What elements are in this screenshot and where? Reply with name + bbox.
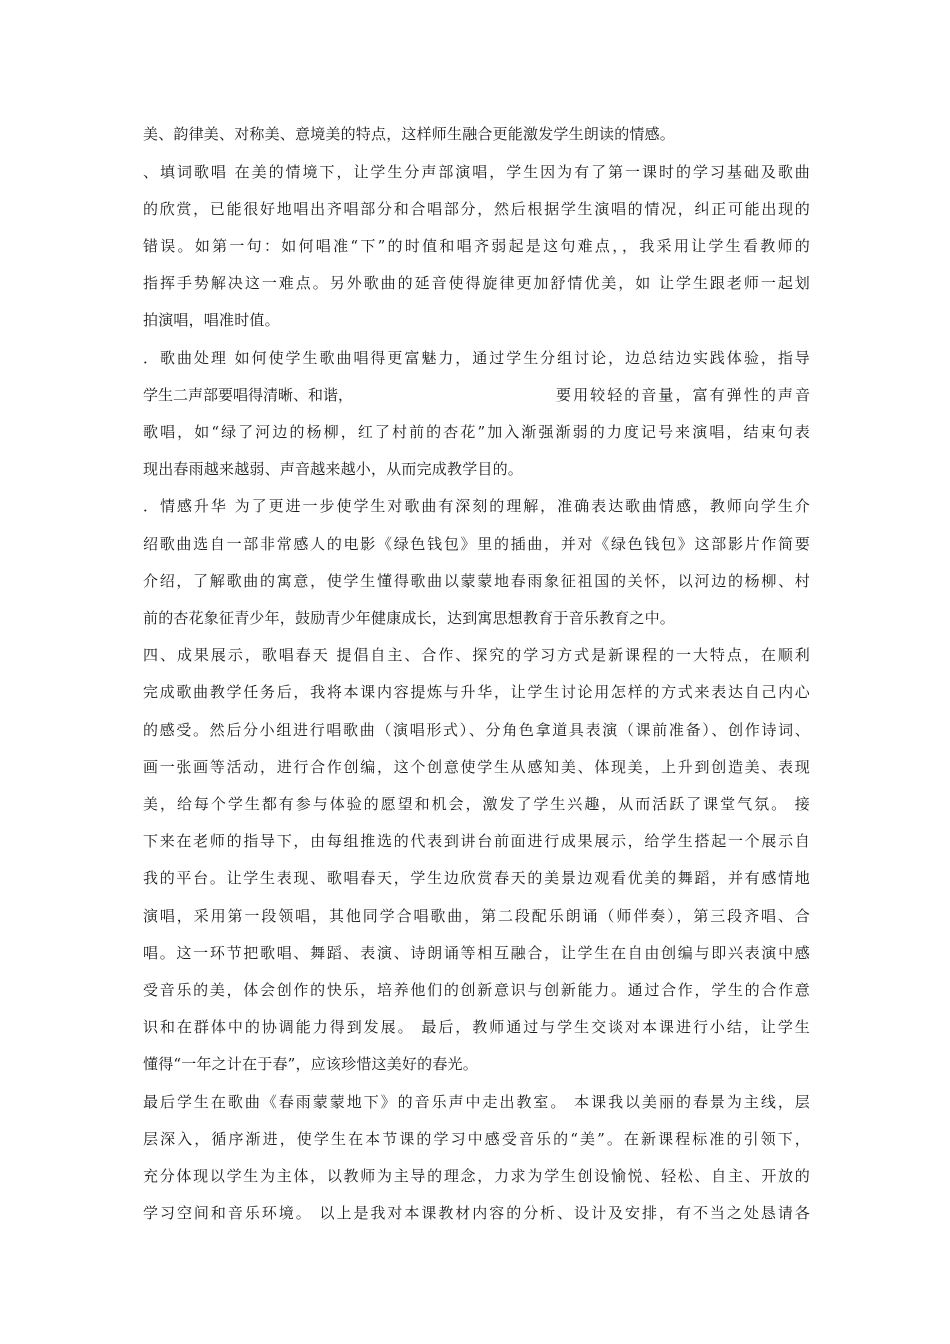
text-line: 充分体现以学生为主体，以教师为主导的理念，力求为学生创设愉悦、轻松、自主、开放的 [143, 1167, 810, 1185]
text-line: 错误。如第一句：如何唱准“下”的时值和唱齐弱起是这句难点，，我采用让学生看教师的 [143, 237, 810, 255]
text-line: 画一张画等活动，进行合作创编，这个创意使学生从感知美、体现美，上升到创造美、表现 [143, 758, 810, 776]
text-line: 歌唱，如“绿了河边的杨柳，红了村前的杏花”加入渐强渐弱的力度记号来演唱，结束句表 [143, 423, 810, 441]
text-line-right-part: 要用较轻的音量，富有弹性的声音 [556, 386, 810, 404]
text-line: 绍歌曲选自一部非常感人的电影《绿色钱包》里的插曲，并对《绿色钱包》这部影片作简要 [143, 535, 810, 553]
text-line: 美，给每个学生都有参与体验的愿望和机会，激发了学生兴趣，从而活跃了课堂气氛。 接 [143, 795, 810, 813]
text-line: 受音乐的美，体会创作的快乐，培养他们的创新意识与创新能力。通过合作，学生的合作意 [143, 981, 810, 999]
text-line: 最后学生在歌曲《春雨蒙蒙地下》的音乐声中走出教室。 本课我以美丽的春景为主线，层 [143, 1093, 810, 1111]
text-line: 前的杏花象征青少年，鼓励青少年健康成长，达到寓思想教育于音乐教育之中。 [143, 609, 676, 627]
text-line: 识和在群体中的协调能力得到发展。 最后，教师通过与学生交谈对本课进行小结，让学生 [143, 1018, 810, 1036]
text-line: 的感受。然后分小组进行唱歌曲（演唱形式）、分角色拿道具表演（课前准备）、创作诗词、 [143, 721, 810, 739]
text-line: 美、韵律美、对称美、意境美的特点，这样师生融合更能激发学生朗读的情感。 [143, 125, 676, 143]
text-line-left-part: 学生二声部要唱得清晰、和谐， [143, 386, 354, 404]
text-line: ．歌曲处理 如何使学生歌曲唱得更富魅力，通过学生分组讨论，边总结边实践体验，指导 [143, 349, 810, 367]
text-line: 我的平台。让学生表现、歌唱春天，学生边欣赏春天的美景边观看优美的舞蹈，并有感情地 [143, 869, 810, 887]
text-line: 拍演唱，唱准时值。 [143, 311, 280, 329]
text-line: 唱。这一环节把歌唱、舞蹈、表演、诗朗诵等相互融合，让学生在自由创编与即兴表演中感 [143, 944, 810, 962]
text-line: 、填词歌唱 在美的情境下，让学生分声部演唱，学生因为有了第一课时的学习基础及歌曲 [143, 163, 810, 181]
text-line: 的欣赏，已能很好地唱出齐唱部分和合唱部分，然后根据学生演唱的情况，纠正可能出现的 [143, 200, 810, 218]
text-line: 下来在老师的指导下，由每组推选的代表到讲台前面进行成果展示，给学生搭起一个展示自 [143, 832, 810, 850]
text-line: 完成歌曲教学任务后，我将本课内容提炼与升华，让学生讨论用怎样的方式来表达自己内心 [143, 683, 810, 701]
text-line: ．情感升华 为了更进一步使学生对歌曲有深刻的理解，准确表达歌曲情感，教师向学生介 [143, 497, 810, 515]
text-line: 演唱，采用第一段领唱，其他同学合唱歌曲，第二段配乐朗诵（师伴奏），第三段齐唱、合 [143, 907, 810, 925]
text-line: 四、成果展示，歌唱春天 提倡自主、合作、探究的学习方式是新课程的一大特点，在顺利 [143, 646, 810, 664]
text-line: 学习空间和音乐环境。 以上是我对本课教材内容的分析、设计及安排，有不当之处恳请各 [143, 1204, 810, 1222]
text-line: 懂得“一年之计在于春”，应该珍惜这美好的春光。 [143, 1055, 478, 1073]
text-line: 指挥手势解决这一难点。另外歌曲的延音使得旋律更加舒情优美，如 让学生跟老师一起划 [143, 274, 810, 292]
text-line: 介绍，了解歌曲的寓意，使学生懂得歌曲以蒙蒙地春雨象征祖国的关怀，以河边的杨柳、村 [143, 572, 810, 590]
text-line: 现出春雨越来越弱、声音越来越小，从而完成教学目的。 [143, 460, 524, 478]
text-line: 层深入，循序渐进，使学生在本节课的学习中感受音乐的“美”。在新课程标准的引领下， [143, 1130, 810, 1148]
